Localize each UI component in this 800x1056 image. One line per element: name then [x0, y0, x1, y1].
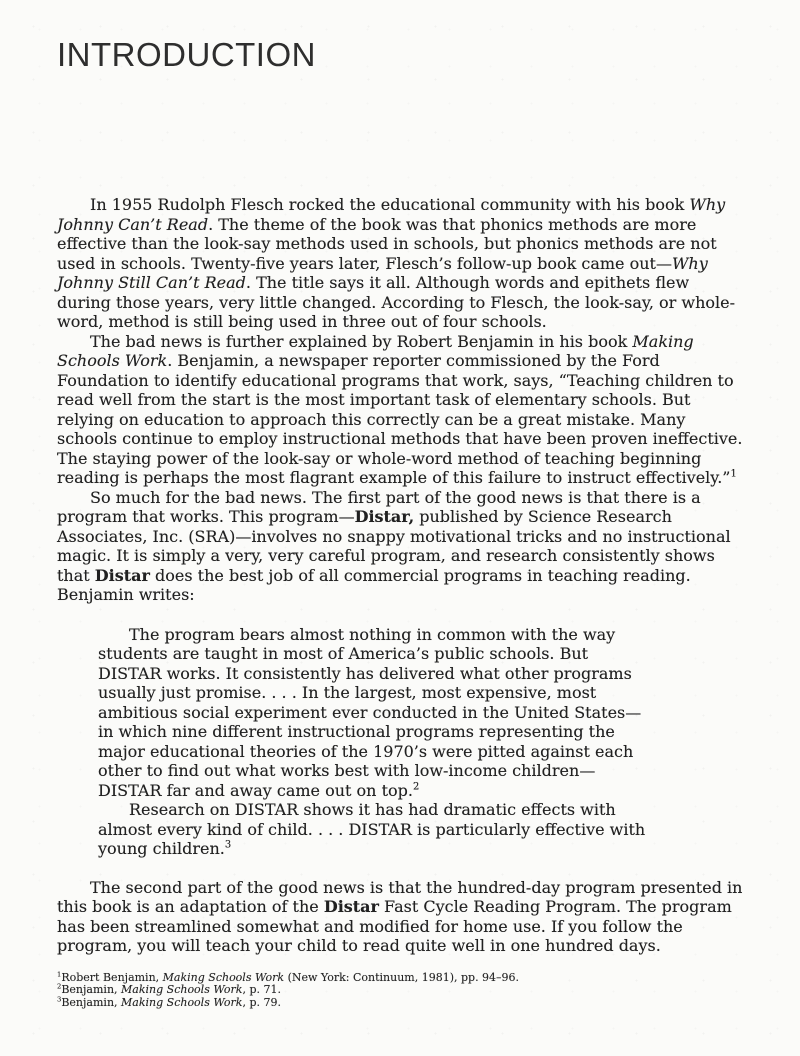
- paragraph: [57, 332, 747, 488]
- text-run: The second part of the good news is that the hundred-day program presented in this book is an adaptation of the: [57, 877, 743, 916]
- text-run-italic: Why Johnny Can’t Read: [57, 195, 726, 234]
- paragraph: [57, 488, 747, 605]
- text-run: Benjamin,: [61, 983, 122, 996]
- text-run: . The title says it all. Although words and epithets flew during those years, very little changed. According to Flesch, the look-say, or whole-word, method is still being used in three out of four schools.: [57, 273, 735, 331]
- text-run-italic: Making Schools Work: [57, 331, 694, 370]
- footnotes: [57, 969, 747, 1010]
- text-run: . Benjamin, a newspaper reporter commissioned by the Ford Foundation to identify educational programs that work, says, “Teaching children to read well from the start is the most important task of elementary schools. But relying on education to approach this correctly can be a great mistake. Many schools continue to employ instructional methods that have been proven ineffective. The staying power of the look-say or whole-word method of teaching beginning reading is perhaps the most flagrant example of this failure to instruct effectively.”: [57, 351, 743, 487]
- text-run: The program bears almost nothing in common with the way students are taught in most of America’s public schools. But DISTAR works. It consistently has delivered what other programs usually just promise. . . . In the largest, most expensive, most ambitious social experiment ever conducted in the United States—in which nine different instructional programs representing the major educational theories of the 1970’s were pitted against each other to find out what works best with low-income children—DISTAR far and away came out on top.: [98, 624, 642, 800]
- text-run: , p. 71.: [242, 983, 281, 996]
- text-run-sup: 2: [57, 982, 62, 991]
- text-run: Robert Benjamin,: [61, 970, 163, 984]
- text-run: , p. 79.: [242, 995, 281, 1009]
- footnote: [57, 994, 747, 1010]
- text-run-sup: 2: [412, 781, 420, 793]
- text-run-italic: Making Schools Work: [121, 995, 243, 1009]
- text-run: (New York: Continuum, 1981), pp. 94–96.: [284, 970, 520, 984]
- text-run-italic: Making Schools Work: [162, 970, 285, 984]
- text-run-sup: 3: [57, 994, 62, 1003]
- text-run-italic: Making Schools Work: [121, 983, 243, 996]
- text-run: Benjamin,: [61, 995, 122, 1009]
- text-run: In 1955 Rudolph Flesch rocked the educational community with his book: [90, 195, 690, 214]
- text-run: Research on DISTAR shows it has had dramatic effects with almost every kind of child. . . . DISTAR is particularly effective with young children.: [98, 800, 646, 858]
- text-run: Fast Cycle Reading Program. The program has been streamlined somewhat and modified for home use. If you follow the program, you will teach your child to read quite well in one hundred days.: [57, 897, 732, 955]
- page-title: INTRODUCTION: [57, 36, 316, 73]
- text-run-sup: 3: [224, 839, 232, 851]
- text-run-sup: 1: [730, 468, 737, 480]
- text-run-italic: Why Johnny Still Can’t Read: [57, 253, 708, 292]
- paragraph-group-before-quote: [57, 195, 747, 605]
- quote-paragraph: [98, 800, 654, 859]
- text-run-bold: Distar: [94, 565, 150, 585]
- body-text: [57, 195, 747, 956]
- text-run-bold: Distar: [323, 897, 379, 916]
- text-run: does the best job of all commercial programs in teaching reading. Benjamin writes:: [57, 565, 691, 604]
- text-run: published by Science Research Associates, Inc. (SRA)—involves no snappy motivational tricks and no instructional magic. It is simply a very, very careful program, and research consistently shows that: [57, 507, 731, 585]
- block-quote: [98, 625, 654, 859]
- quote-paragraph: [98, 625, 654, 801]
- text-run: So much for the bad news. The first part of the good news is that there is a program that works. This program—: [57, 487, 701, 526]
- paragraph: [57, 195, 747, 332]
- paragraph-group-after-quote: [57, 878, 747, 956]
- text-run-sup: 1: [57, 969, 62, 978]
- text-run: The bad news is further explained by Robert Benjamin in his book: [90, 331, 633, 351]
- text-run-bold: Distar,: [354, 507, 415, 526]
- text-run: . The theme of the book was that phonics methods are more effective than the look-say methods used in schools, but phonics methods are not used in schools. Twenty-five years later, Flesch’s follow-up book came out—: [57, 214, 717, 273]
- closing-paragraph: [57, 878, 747, 956]
